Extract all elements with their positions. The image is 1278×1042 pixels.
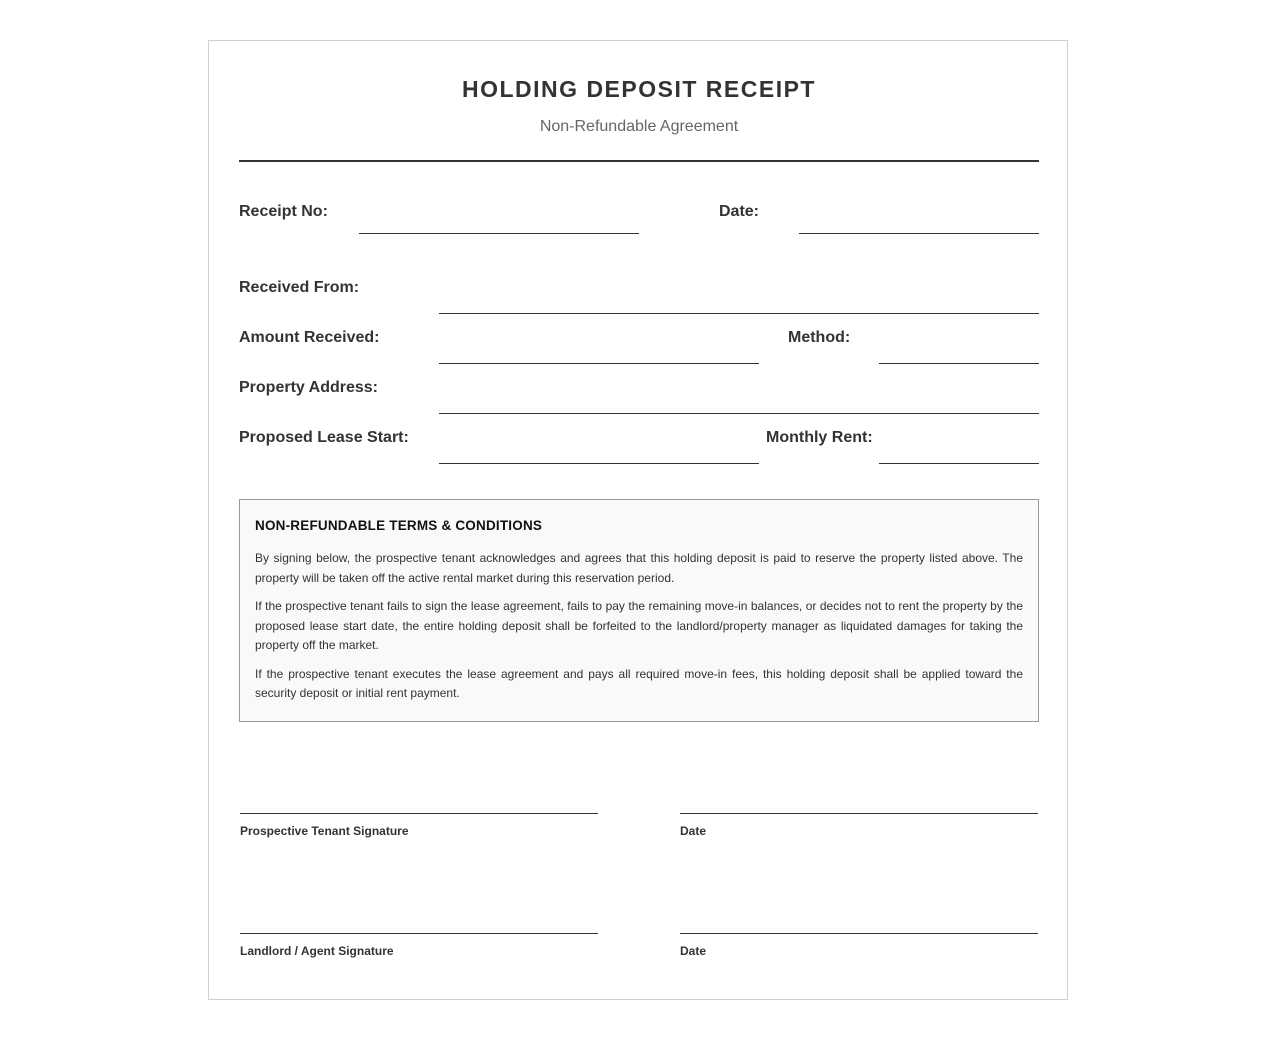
terms-title: NON-REFUNDABLE TERMS & CONDITIONS bbox=[255, 518, 543, 533]
terms-paragraph: By signing below, the prospective tenant acknowledges and agrees that this holding deposit is paid to reserve the property listed above. The property will be taken off the active rental market during this reservation period. bbox=[255, 551, 1023, 585]
tenant-signature-label: Prospective Tenant Signature bbox=[240, 824, 409, 838]
monthly-rent-field[interactable] bbox=[879, 463, 1039, 464]
method-label: Method: bbox=[788, 329, 851, 346]
landlord-date-label: Date bbox=[680, 944, 707, 958]
proposed-lease-start-label: Proposed Lease Start: bbox=[239, 429, 409, 446]
tenant-signature-line[interactable] bbox=[240, 813, 598, 814]
date-label: Date: bbox=[719, 203, 760, 220]
landlord-signature-line[interactable] bbox=[240, 933, 598, 934]
receipt-no-field[interactable] bbox=[359, 233, 639, 234]
terms-paragraph: If the prospective tenant executes the lease agreement and pays all required move-in fees, this holding deposit shall be applied toward the security deposit or initial rent payment. bbox=[255, 666, 1023, 700]
header-divider bbox=[239, 160, 1039, 162]
receipt-document bbox=[208, 40, 1068, 1000]
amount-received-label: Amount Received: bbox=[239, 329, 380, 346]
tenant-date-label: Date bbox=[680, 824, 707, 838]
terms-box bbox=[239, 499, 1039, 722]
amount-received-field[interactable] bbox=[439, 363, 759, 364]
document-subtitle: Non-Refundable Agreement bbox=[539, 118, 739, 135]
date-field[interactable] bbox=[799, 233, 1039, 234]
document-title: HOLDING DEPOSIT RECEIPT bbox=[462, 76, 816, 102]
terms-paragraph: If the prospective tenant fails to sign the lease agreement, fails to pay the remaining move-in balances, or decides not to rent the property by the proposed lease start date, the entire holding deposit shall be forfeited to the landlord/property manager as liquidated damages for taking the property off the market. bbox=[255, 599, 1023, 652]
monthly-rent-label: Monthly Rent: bbox=[766, 429, 873, 446]
received-from-label: Received From: bbox=[239, 279, 360, 296]
landlord-signature-label: Landlord / Agent Signature bbox=[240, 944, 394, 958]
method-field[interactable] bbox=[879, 363, 1039, 364]
property-address-label: Property Address: bbox=[239, 379, 378, 396]
proposed-lease-start-field[interactable] bbox=[439, 463, 759, 464]
receipt-no-label: Receipt No: bbox=[239, 203, 328, 220]
property-address-field[interactable] bbox=[439, 413, 1039, 414]
received-from-field[interactable] bbox=[439, 313, 1039, 314]
tenant-date-line[interactable] bbox=[680, 813, 1038, 814]
landlord-date-line[interactable] bbox=[680, 933, 1038, 934]
